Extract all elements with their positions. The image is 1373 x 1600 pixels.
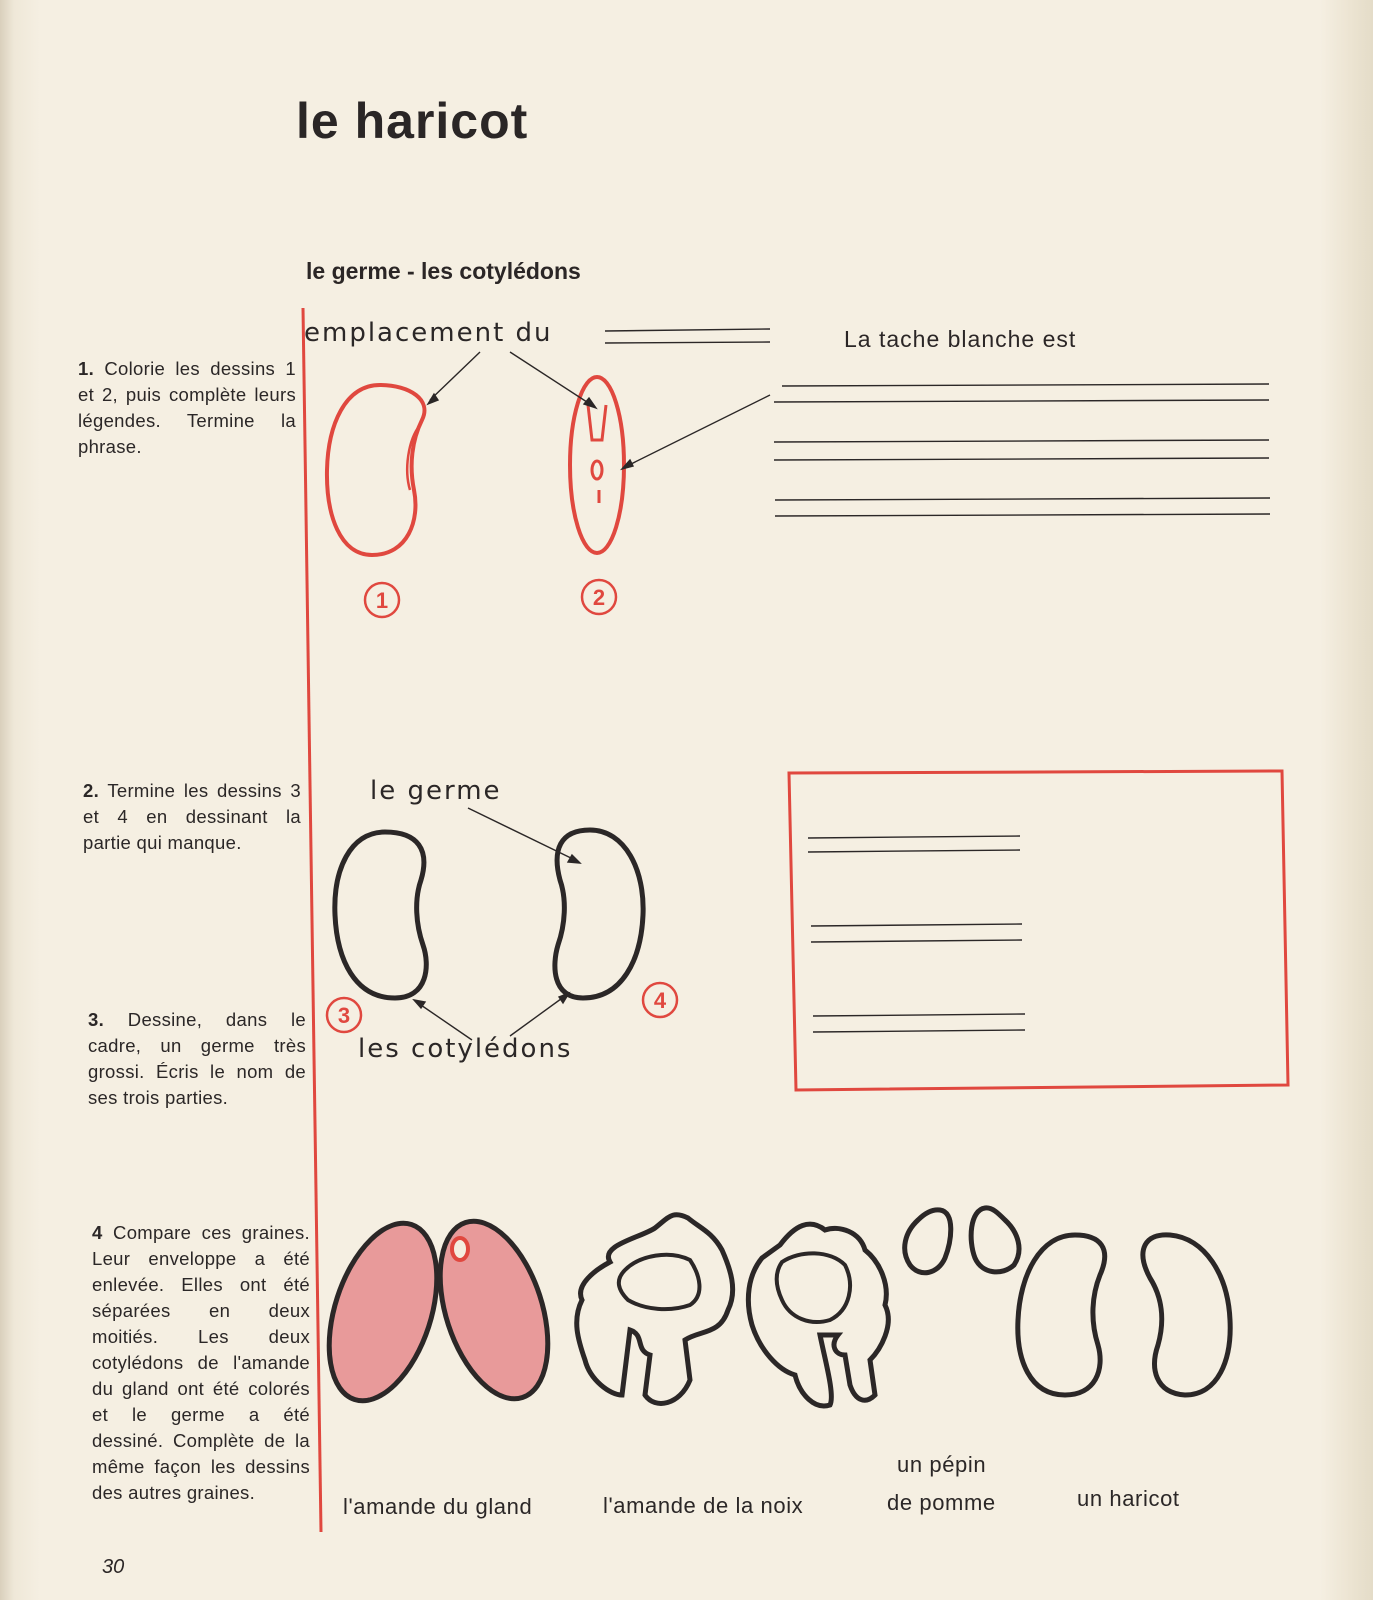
section-subtitle: le germe - les cotylédons — [306, 258, 581, 284]
walnut-inner-right — [777, 1253, 850, 1322]
caption-haricot: un haricot — [1077, 1486, 1180, 1511]
caption-gland: l'amande du gland — [343, 1494, 533, 1519]
margin-line — [303, 308, 321, 1532]
frame-answer-lines[interactable] — [808, 836, 1025, 1032]
figure-number-4: 4 — [653, 988, 667, 1013]
instruction-3-text: Dessine, dans le cadre, un germe très grossi. Écris le nom de ses trois parties. — [88, 1009, 306, 1108]
acorn-germ — [452, 1238, 468, 1260]
page-number: 30 — [102, 1556, 125, 1578]
pointer-arrows-2 — [414, 808, 580, 1040]
cotyledon-half-4 — [555, 830, 643, 998]
label-germe: le germe — [370, 776, 502, 806]
figure-number-2: 2 — [592, 585, 606, 610]
acorn-half-left — [309, 1210, 457, 1415]
instruction-2-text: Termine les dessins 3 et 4 en dessinant la partie qui manque. — [83, 780, 301, 853]
acorn-half-right — [420, 1208, 568, 1413]
answer-line-emplacement-1[interactable] — [605, 329, 770, 331]
answer-lines-tache[interactable] — [774, 384, 1270, 516]
instruction-4-number: 4 — [92, 1222, 103, 1243]
pointer-arrows-1 — [428, 352, 770, 469]
walnut-inner-left — [619, 1255, 700, 1309]
bean-micropyle-mark — [588, 405, 606, 440]
figure-number-1: 1 — [375, 588, 389, 613]
instruction-4-text: Compare ces graines. Leur enveloppe a été enlevée. Elles ont été séparées en deux moitiés. — [92, 1222, 310, 1347]
page-title: le haricot — [296, 93, 529, 149]
bean-side-drawing — [327, 385, 424, 555]
answer-line-emplacement-2[interactable] — [605, 342, 770, 343]
figure-number-circles-1 — [327, 580, 677, 1032]
instruction-4-text2: Les deux cotylédons de l'amande du gland ont été colorés et le germe a été dessiné. Complète de la même façon les dessins des autres graines. — [92, 1326, 310, 1503]
bean-white-spot — [592, 461, 602, 479]
instruction-3-number: 3. — [88, 1009, 105, 1030]
bean-half-left — [1018, 1235, 1105, 1395]
pip-half-left — [905, 1210, 951, 1273]
instruction-1-text: Colorie les dessins 1 et 2, puis complète leurs légendes. Termine la phrase. — [78, 358, 296, 457]
figure-number-3: 3 — [337, 1003, 351, 1028]
pip-half-right — [971, 1208, 1019, 1272]
label-emplacement: emplacement du — [304, 318, 553, 348]
label-tache-blanche: La tache blanche est — [844, 326, 1077, 352]
cotyledon-half-3 — [335, 832, 426, 998]
caption-pepin-line2: de pomme — [887, 1490, 996, 1515]
label-cotyledons: les cotylédons — [358, 1034, 573, 1064]
bean-edge-drawing — [570, 377, 624, 553]
caption-noix: l'amande de la noix — [603, 1493, 804, 1518]
walnut-half-right — [748, 1224, 888, 1406]
instruction-2-number: 2. — [83, 780, 100, 801]
caption-pepin-line1: un pépin — [897, 1452, 987, 1477]
bean-half-right — [1143, 1235, 1230, 1395]
drawing-frame[interactable] — [789, 771, 1288, 1090]
instruction-1-number: 1. — [78, 358, 95, 379]
